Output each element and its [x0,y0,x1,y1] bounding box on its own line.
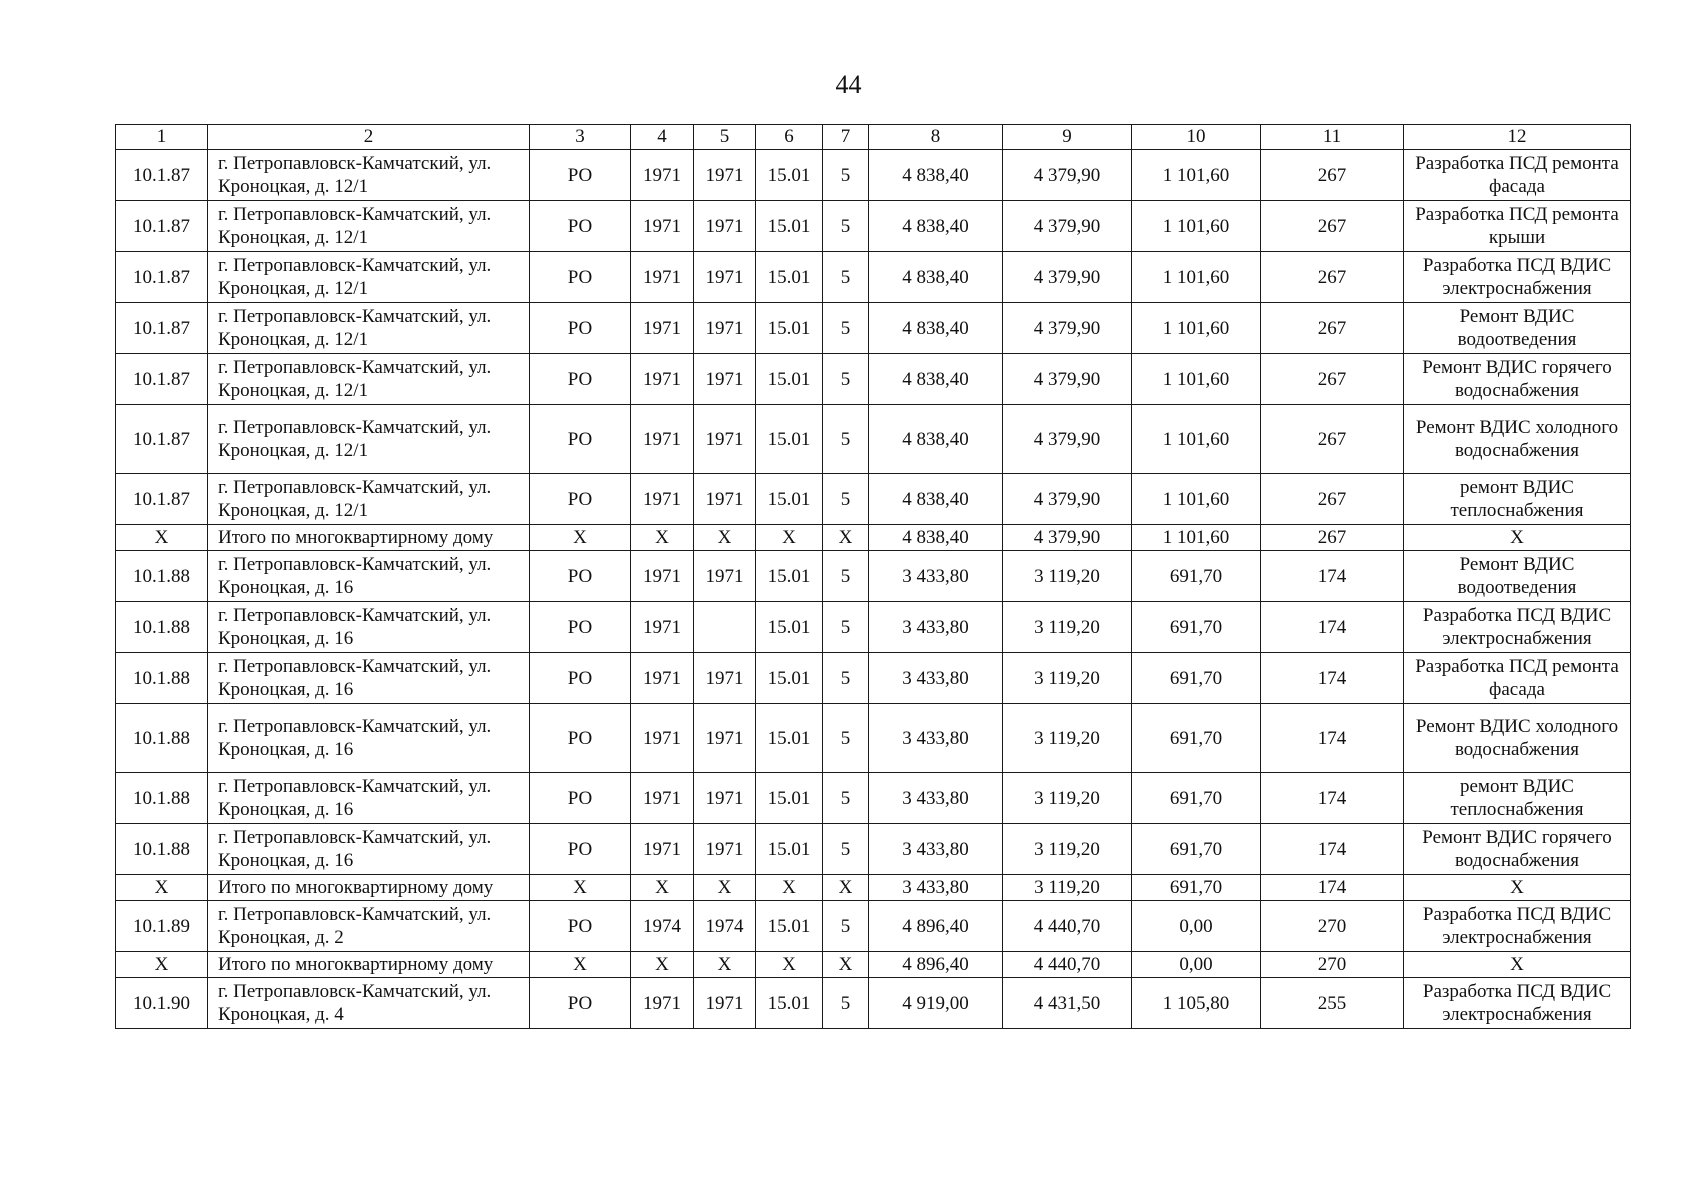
cell-item-number: 10.1.88 [116,551,208,602]
cell-year-built: 1971 [631,474,694,525]
cell-floors: 5 [823,978,869,1029]
cell-floors: Х [823,875,869,901]
table-row [116,978,1631,1029]
cell-living-area: 4 379,90 [1003,150,1132,201]
cell-address: г. Петропавловск-Камчатский, ул. Кроноцкая, д. 16 [208,602,530,653]
cell-residents: 270 [1261,952,1404,978]
cell-item-number: 10.1.88 [116,773,208,824]
cell-residents: 174 [1261,704,1404,773]
cell-year-commissioned: 1971 [694,704,756,773]
cell-floors: 5 [823,773,869,824]
cell-work-type: Разработка ПСД ВДИС электроснабжения [1404,602,1631,653]
table-row [116,824,1631,875]
cell-address: г. Петропавловск-Камчатский, ул. Кроноцкая, д. 12/1 [208,252,530,303]
cell-residents: 270 [1261,901,1404,952]
column-number: 7 [823,125,869,150]
cell-floors: 5 [823,405,869,474]
cell-owner-type: Х [530,952,631,978]
cell-year-built: 1971 [631,653,694,704]
cell-code: 15.01 [756,773,823,824]
cell-year-commissioned [694,602,756,653]
cell-residents: 267 [1261,405,1404,474]
column-number: 1 [116,125,208,150]
cell-residents: 255 [1261,978,1404,1029]
cell-year-built: 1971 [631,150,694,201]
cell-work-type: Разработка ПСД ВДИС электроснабжения [1404,978,1631,1029]
cell-code: 15.01 [756,150,823,201]
column-number: 12 [1404,125,1631,150]
cell-living-area: 3 119,20 [1003,875,1132,901]
cell-total-area: 4 838,40 [869,405,1003,474]
cell-code: 15.01 [756,901,823,952]
cell-floors: 5 [823,824,869,875]
cell-floors: 5 [823,354,869,405]
cell-living-area: 4 379,90 [1003,525,1132,551]
cell-code: 15.01 [756,201,823,252]
cell-address: г. Петропавловск-Камчатский, ул. Кроноцкая, д. 12/1 [208,201,530,252]
cell-year-commissioned: 1971 [694,150,756,201]
cell-floors: Х [823,952,869,978]
table-total-row [116,525,1631,551]
cell-residents: 267 [1261,150,1404,201]
cell-living-area: 4 379,90 [1003,252,1132,303]
cell-residents: 174 [1261,602,1404,653]
cell-nonliving-area: 691,70 [1132,773,1261,824]
cell-work-type: Ремонт ВДИС водоотведения [1404,303,1631,354]
cell-owner-type: РО [530,773,631,824]
cell-year-commissioned: Х [694,875,756,901]
cell-work-type: Разработка ПСД ВДИС электроснабжения [1404,252,1631,303]
cell-code: 15.01 [756,354,823,405]
cell-work-type: Ремонт ВДИС горячего водоснабжения [1404,824,1631,875]
table-row [116,602,1631,653]
column-number: 2 [208,125,530,150]
cell-year-built: 1971 [631,252,694,303]
cell-residents: 174 [1261,875,1404,901]
table-row [116,354,1631,405]
cell-year-built: 1971 [631,354,694,405]
cell-floors: 5 [823,653,869,704]
cell-item-number: 10.1.88 [116,704,208,773]
cell-nonliving-area: 691,70 [1132,551,1261,602]
cell-nonliving-area: 691,70 [1132,653,1261,704]
cell-item-number: 10.1.88 [116,653,208,704]
cell-owner-type: РО [530,303,631,354]
cell-residents: 267 [1261,525,1404,551]
cell-total-area: 3 433,80 [869,773,1003,824]
cell-address: г. Петропавловск-Камчатский, ул. Кроноцкая, д. 16 [208,773,530,824]
cell-year-commissioned: 1971 [694,354,756,405]
cell-address: Итого по многоквартирному дому [208,875,530,901]
cell-owner-type: РО [530,551,631,602]
cell-nonliving-area: 691,70 [1132,704,1261,773]
cell-total-area: 4 838,40 [869,252,1003,303]
cell-living-area: 4 379,90 [1003,405,1132,474]
cell-work-type: Разработка ПСД ремонта фасада [1404,150,1631,201]
cell-item-number: 10.1.88 [116,824,208,875]
cell-owner-type: РО [530,824,631,875]
table-total-row [116,952,1631,978]
cell-item-number: 10.1.87 [116,252,208,303]
column-number: 4 [631,125,694,150]
cell-year-commissioned: 1971 [694,978,756,1029]
cell-living-area: 3 119,20 [1003,602,1132,653]
cell-address: г. Петропавловск-Камчатский, ул. Кроноцкая, д. 4 [208,978,530,1029]
cell-address: г. Петропавловск-Камчатский, ул. Кроноцкая, д. 12/1 [208,354,530,405]
cell-address: г. Петропавловск-Камчатский, ул. Кроноцкая, д. 12/1 [208,303,530,354]
cell-address: г. Петропавловск-Камчатский, ул. Кроноцкая, д. 16 [208,551,530,602]
cell-total-area: 4 896,40 [869,952,1003,978]
cell-item-number: Х [116,875,208,901]
cell-nonliving-area: 0,00 [1132,952,1261,978]
cell-living-area: 3 119,20 [1003,773,1132,824]
cell-owner-type: РО [530,602,631,653]
cell-nonliving-area: 0,00 [1132,901,1261,952]
table-row [116,252,1631,303]
cell-address: г. Петропавловск-Камчатский, ул. Кроноцкая, д. 16 [208,653,530,704]
cell-total-area: 3 433,80 [869,824,1003,875]
cell-year-commissioned: 1974 [694,901,756,952]
column-number: 9 [1003,125,1132,150]
cell-code: 15.01 [756,551,823,602]
cell-nonliving-area: 691,70 [1132,602,1261,653]
cell-year-built: 1974 [631,901,694,952]
cell-total-area: 4 838,40 [869,525,1003,551]
cell-nonliving-area: 1 101,60 [1132,525,1261,551]
cell-year-commissioned: 1971 [694,405,756,474]
table-row [116,150,1631,201]
cell-total-area: 3 433,80 [869,875,1003,901]
cell-year-commissioned: 1971 [694,653,756,704]
cell-year-commissioned: 1971 [694,773,756,824]
cell-code: 15.01 [756,252,823,303]
cell-living-area: 4 379,90 [1003,201,1132,252]
cell-work-type: Ремонт ВДИС холодного водоснабжения [1404,704,1631,773]
cell-address: Итого по многоквартирному дому [208,952,530,978]
cell-item-number: 10.1.90 [116,978,208,1029]
cell-floors: 5 [823,474,869,525]
cell-nonliving-area: 1 101,60 [1132,150,1261,201]
cell-owner-type: РО [530,704,631,773]
cell-floors: Х [823,525,869,551]
cell-year-commissioned: Х [694,525,756,551]
cell-residents: 267 [1261,354,1404,405]
cell-year-commissioned: 1971 [694,551,756,602]
cell-owner-type: РО [530,653,631,704]
cell-year-commissioned: 1971 [694,201,756,252]
cell-floors: 5 [823,901,869,952]
cell-work-type: ремонт ВДИС теплоснабжения [1404,773,1631,824]
cell-floors: 5 [823,704,869,773]
cell-living-area: 4 431,50 [1003,978,1132,1029]
table-header-row [116,125,1631,150]
cell-owner-type: РО [530,901,631,952]
cell-item-number: Х [116,952,208,978]
cell-residents: 174 [1261,551,1404,602]
cell-year-built: Х [631,875,694,901]
cell-nonliving-area: 1 101,60 [1132,252,1261,303]
cell-year-commissioned: Х [694,952,756,978]
table-row [116,201,1631,252]
cell-item-number: 10.1.87 [116,150,208,201]
cell-address: г. Петропавловск-Камчатский, ул. Кроноцкая, д. 16 [208,824,530,875]
cell-address: г. Петропавловск-Камчатский, ул. Кроноцкая, д. 12/1 [208,405,530,474]
cell-work-type: ремонт ВДИС теплоснабжения [1404,474,1631,525]
cell-floors: 5 [823,303,869,354]
cell-item-number: 10.1.89 [116,901,208,952]
cell-owner-type: РО [530,354,631,405]
cell-address: г. Петропавловск-Камчатский, ул. Кроноцкая, д. 2 [208,901,530,952]
column-number: 11 [1261,125,1404,150]
cell-year-commissioned: 1971 [694,824,756,875]
cell-code: Х [756,875,823,901]
cell-year-built: 1971 [631,405,694,474]
repair-table [115,124,1631,1029]
cell-year-built: 1971 [631,704,694,773]
cell-year-built: 1971 [631,773,694,824]
cell-living-area: 4 440,70 [1003,952,1132,978]
cell-code: 15.01 [756,405,823,474]
cell-nonliving-area: 1 105,80 [1132,978,1261,1029]
cell-code: 15.01 [756,653,823,704]
cell-living-area: 4 440,70 [1003,901,1132,952]
cell-year-built: 1971 [631,824,694,875]
table-row [116,901,1631,952]
cell-address: г. Петропавловск-Камчатский, ул. Кроноцкая, д. 16 [208,704,530,773]
column-number: 8 [869,125,1003,150]
cell-code: 15.01 [756,474,823,525]
cell-total-area: 3 433,80 [869,551,1003,602]
cell-total-area: 4 838,40 [869,303,1003,354]
cell-year-built: 1971 [631,201,694,252]
cell-residents: 267 [1261,303,1404,354]
cell-year-built: Х [631,952,694,978]
cell-floors: 5 [823,602,869,653]
cell-owner-type: РО [530,405,631,474]
cell-living-area: 4 379,90 [1003,354,1132,405]
cell-total-area: 4 838,40 [869,150,1003,201]
cell-living-area: 4 379,90 [1003,303,1132,354]
cell-work-type: Ремонт ВДИС водоотведения [1404,551,1631,602]
cell-item-number: 10.1.87 [116,201,208,252]
cell-work-type: Разработка ПСД ремонта фасада [1404,653,1631,704]
cell-year-built: 1971 [631,602,694,653]
cell-work-type: Ремонт ВДИС горячего водоснабжения [1404,354,1631,405]
cell-code: 15.01 [756,602,823,653]
cell-item-number: 10.1.87 [116,474,208,525]
cell-year-commissioned: 1971 [694,303,756,354]
cell-work-type: Х [1404,525,1631,551]
cell-floors: 5 [823,252,869,303]
cell-code: 15.01 [756,824,823,875]
cell-owner-type: РО [530,150,631,201]
cell-total-area: 4 919,00 [869,978,1003,1029]
cell-residents: 267 [1261,474,1404,525]
cell-nonliving-area: 1 101,60 [1132,474,1261,525]
cell-residents: 267 [1261,201,1404,252]
cell-owner-type: Х [530,525,631,551]
cell-code: Х [756,525,823,551]
table-row [116,704,1631,773]
cell-total-area: 3 433,80 [869,602,1003,653]
cell-living-area: 3 119,20 [1003,824,1132,875]
cell-year-built: Х [631,525,694,551]
cell-nonliving-area: 691,70 [1132,824,1261,875]
cell-code: 15.01 [756,704,823,773]
table-row [116,773,1631,824]
cell-code: 15.01 [756,303,823,354]
cell-total-area: 4 896,40 [869,901,1003,952]
cell-total-area: 4 838,40 [869,201,1003,252]
column-number: 6 [756,125,823,150]
cell-code: 15.01 [756,978,823,1029]
cell-year-commissioned: 1971 [694,252,756,303]
cell-address: Итого по многоквартирному дому [208,525,530,551]
cell-living-area: 3 119,20 [1003,704,1132,773]
cell-address: г. Петропавловск-Камчатский, ул. Кроноцкая, д. 12/1 [208,474,530,525]
cell-year-built: 1971 [631,978,694,1029]
cell-item-number: 10.1.87 [116,354,208,405]
cell-residents: 174 [1261,824,1404,875]
cell-residents: 174 [1261,773,1404,824]
cell-nonliving-area: 691,70 [1132,875,1261,901]
column-number: 10 [1132,125,1261,150]
cell-item-number: 10.1.87 [116,405,208,474]
cell-nonliving-area: 1 101,60 [1132,405,1261,474]
cell-nonliving-area: 1 101,60 [1132,354,1261,405]
cell-residents: 267 [1261,252,1404,303]
column-number: 5 [694,125,756,150]
cell-year-built: 1971 [631,303,694,354]
cell-work-type: Ремонт ВДИС холодного водоснабжения [1404,405,1631,474]
cell-owner-type: РО [530,252,631,303]
cell-total-area: 4 838,40 [869,354,1003,405]
cell-year-built: 1971 [631,551,694,602]
table-row [116,653,1631,704]
cell-item-number: 10.1.87 [116,303,208,354]
cell-total-area: 4 838,40 [869,474,1003,525]
table-row [116,405,1631,474]
cell-item-number: Х [116,525,208,551]
cell-owner-type: РО [530,201,631,252]
cell-year-commissioned: 1971 [694,474,756,525]
table-row [116,474,1631,525]
cell-residents: 174 [1261,653,1404,704]
table-row [116,303,1631,354]
cell-living-area: 4 379,90 [1003,474,1132,525]
cell-floors: 5 [823,150,869,201]
cell-item-number: 10.1.88 [116,602,208,653]
cell-owner-type: Х [530,875,631,901]
column-number: 3 [530,125,631,150]
table-row [116,551,1631,602]
cell-work-type: Х [1404,952,1631,978]
table-total-row [116,875,1631,901]
cell-work-type: Х [1404,875,1631,901]
cell-living-area: 3 119,20 [1003,551,1132,602]
cell-owner-type: РО [530,978,631,1029]
cell-total-area: 3 433,80 [869,704,1003,773]
cell-code: Х [756,952,823,978]
cell-owner-type: РО [530,474,631,525]
cell-address: г. Петропавловск-Камчатский, ул. Кроноцкая, д. 12/1 [208,150,530,201]
cell-nonliving-area: 1 101,60 [1132,201,1261,252]
cell-nonliving-area: 1 101,60 [1132,303,1261,354]
cell-floors: 5 [823,201,869,252]
cell-total-area: 3 433,80 [869,653,1003,704]
cell-work-type: Разработка ПСД ремонта крыши [1404,201,1631,252]
page-number: 44 [835,70,862,99]
cell-work-type: Разработка ПСД ВДИС электроснабжения [1404,901,1631,952]
cell-living-area: 3 119,20 [1003,653,1132,704]
cell-floors: 5 [823,551,869,602]
